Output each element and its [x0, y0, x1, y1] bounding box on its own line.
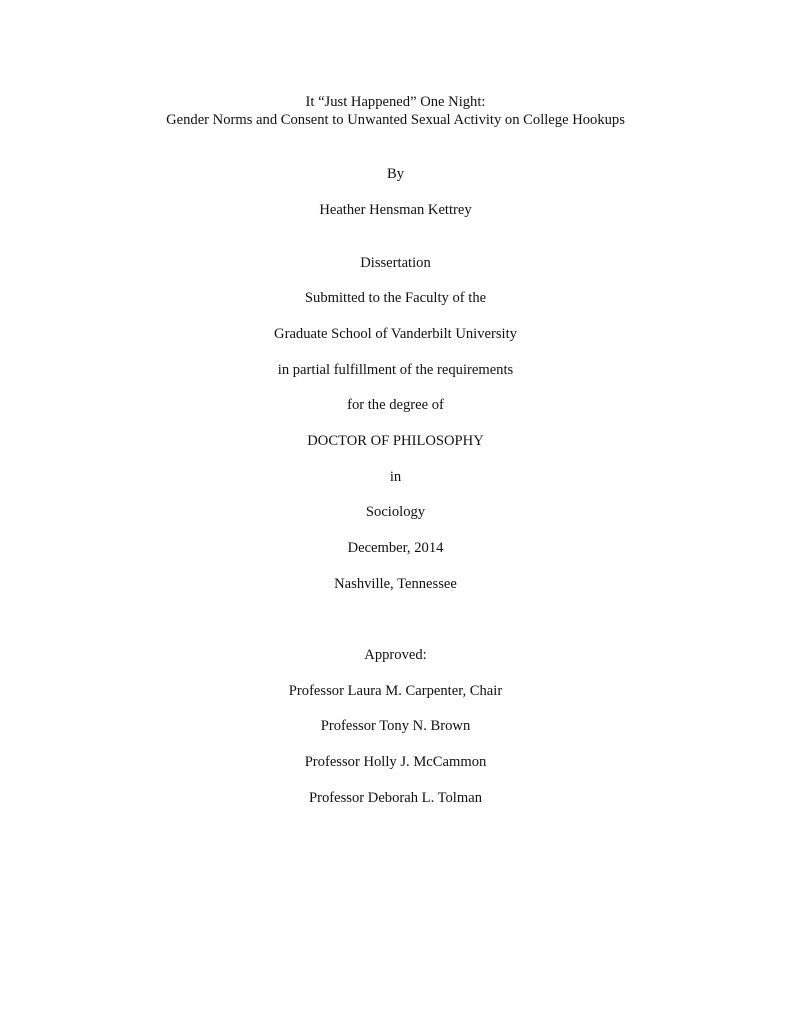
degree-name: DOCTOR OF PHILOSOPHY [307, 433, 484, 449]
by-label: By [386, 166, 405, 182]
committee-member: Professor Holly J. McCammon [304, 754, 487, 770]
submitted-to: Submitted to the Faculty of the [304, 290, 487, 306]
title-line-2: Gender Norms and Consent to Unwanted Sexual Activity on College Hookups [166, 112, 625, 128]
committee-member-chair: Professor Laura M. Carpenter, Chair [288, 683, 503, 699]
in-label: in [389, 469, 402, 485]
school-name: Graduate School of Vanderbilt University [274, 326, 517, 342]
submission-location: Nashville, Tennessee [334, 576, 457, 592]
field-name: Sociology [365, 504, 426, 520]
committee-member: Professor Tony N. Brown [320, 718, 471, 734]
fulfillment-statement: in partial fulfillment of the requirements [277, 362, 514, 378]
approval-heading: Approved: [364, 647, 427, 663]
title-line-1: It “Just Happened” One Night: [305, 94, 486, 110]
committee-member: Professor Deborah L. Tolman [309, 790, 482, 806]
document-type: Dissertation [360, 255, 431, 271]
for-degree: for the degree of [347, 397, 444, 413]
author-name: Heather Hensman Kettrey [319, 202, 472, 218]
submission-date: December, 2014 [347, 540, 444, 556]
